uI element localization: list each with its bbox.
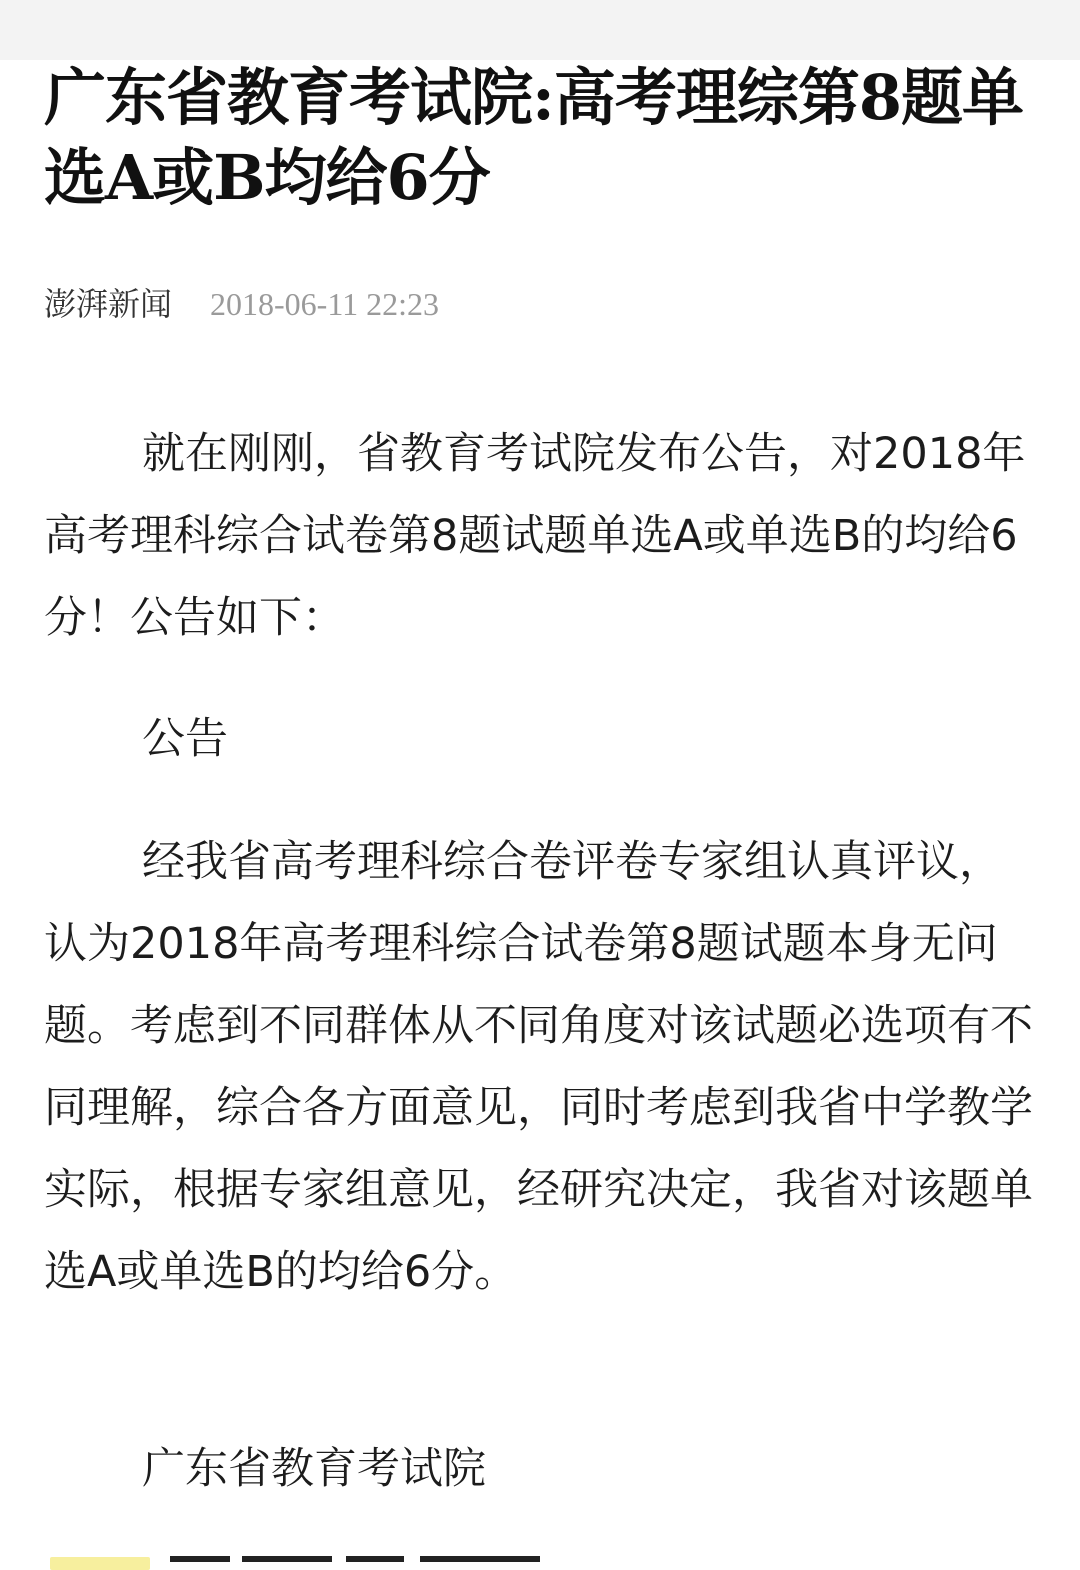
intro-paragraph: 就在刚刚，省教育考试院发布公告，对2018年高考理科综合试卷第8题试题单选A或单选B的均给6分！公告如下： (44, 429, 1026, 643)
cut-off-tag (50, 1557, 150, 1570)
notice-heading: 公告 (142, 714, 228, 764)
article-source[interactable]: 澎湃新闻 (44, 285, 173, 323)
article-meta (44, 282, 439, 326)
notice-body: 经我省高考理科综合卷评卷专家组认真评议，认为2018年高考理科综合试卷第8题试题本身无问题。考虑到不同群体从不同角度对该试题必选项有不同理解，综合各方面意见，同时考虑到我省中学教学实际，根据专家组意见，经研究决定，我省对该题单选A或单选B的均给6分。 (44, 837, 1033, 1297)
notice-signature: 广东省教育考试院 (142, 1444, 486, 1494)
publish-time: 2018-06-11 22:23 (210, 286, 440, 322)
article-title: 广东省教育考试院:高考理综第8题单选A或B均给6分 (44, 61, 1024, 214)
cut-off-text (170, 1556, 550, 1570)
